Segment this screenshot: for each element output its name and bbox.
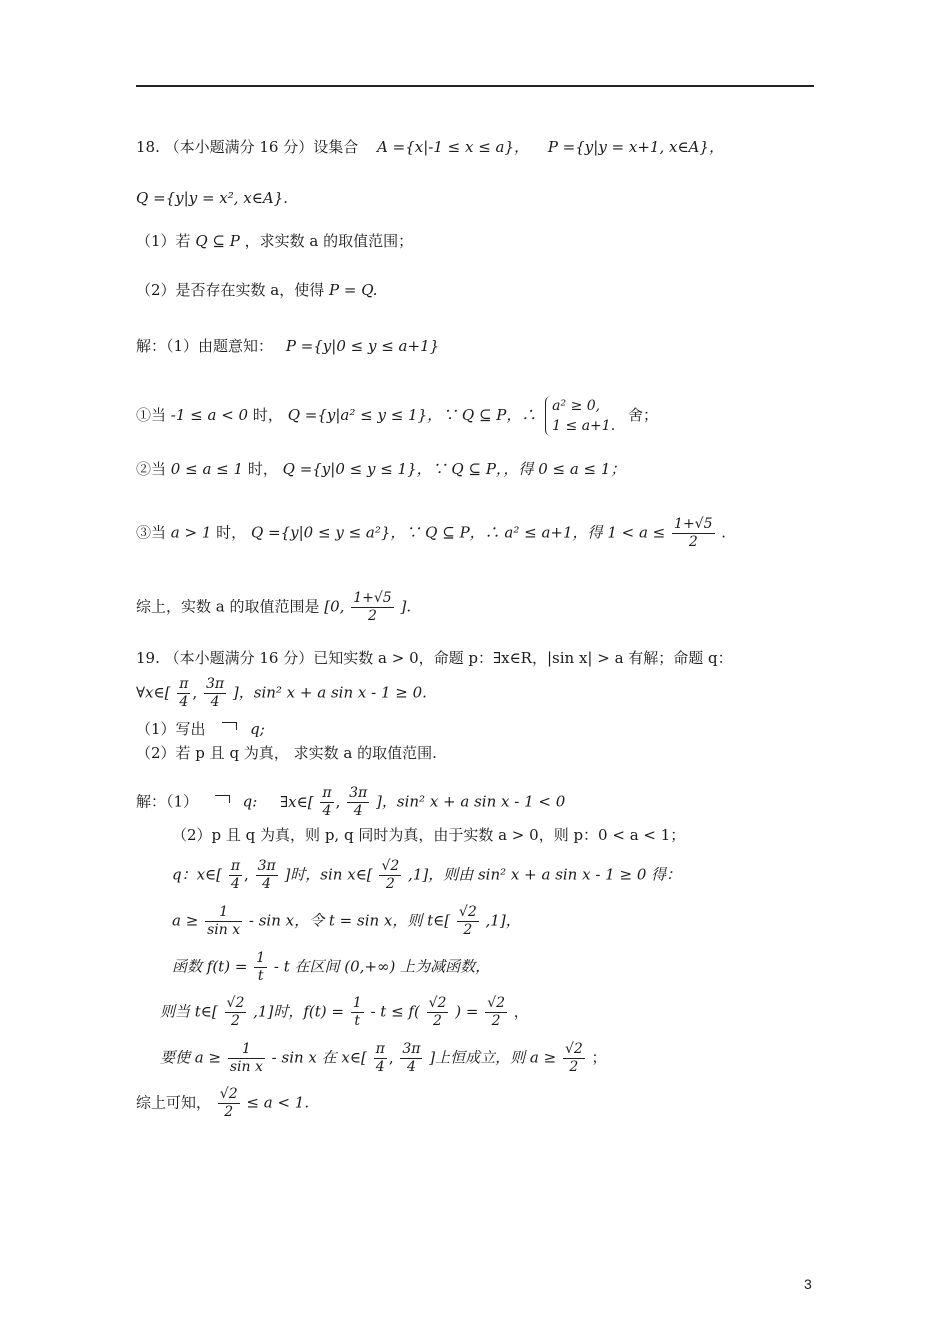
q18-part1: （1）若 Q ⊆ P ，求实数 a 的取值范围； (136, 232, 414, 250)
q19-sol6: 则当 t∈[ $\frac{√2}{2}$ ,1]时，f(t) = $\frac{1}{t}$ - t ≤ f( $\frac{√2}{2}$ ) = $\frac{√2}{2}$ ， (160, 995, 529, 1029)
q19-sol1: 解：（1） q: ∃x∈[ $\frac{\pi}{4}$ , $\frac{3\pi}{4}$ ]，sin² x + a sin x - 1 < 0 (136, 785, 566, 819)
q18-case3: ③当 a > 1 时， Q ={y|0 ≤ y ≤ a²}，∵ Q ⊆ P，∴ a² ≤ a+1，得 1 < a ≤ $\frac{1+√5}{2}$ . (136, 516, 727, 550)
q19-sol4: a ≥ $\frac{1}{\text{sin x}}$ - sin x，令 t = sin x，则 t∈[ $\frac{√2}{2}$ ,1]， (172, 904, 521, 938)
q19-sol2: （2）p 且 q 为真，则 p, q 同时为真，由于实数 a > 0，则 p：0 < a < 1； (172, 826, 686, 844)
page-number: 3 (804, 1276, 812, 1292)
q18-statement: 18. （本小题满分 16 分）设集合 A ={x|-1 ≤ x ≤ a}， P ={y|y = x+1, x∈A}， (136, 138, 724, 156)
q19-part1: （1）写出 q; (136, 720, 265, 738)
q19-sol3: q：x∈[ $\frac{\pi}{4}$ , $\frac{3\pi}{4}$ ]时，sin x∈[ $\frac{√2}{2}$ ,1]，则由 sin² x + a sin x - 1 ≥ 0 得： (172, 858, 682, 892)
q18-solution-intro: 解：（1）由题意知： P ={y|0 ≤ y ≤ a+1} (136, 337, 440, 355)
summary-fraction: $\frac{1+√5}{2}$ (353, 590, 392, 624)
q19-sol8: 综上可知， $\frac{√2}{2}$ ≤ a < 1. (136, 1086, 310, 1120)
q19-statement: 19. （本小题满分 16 分）已知实数 a > 0，命题 p：∃x∈R，|sin x| > a 有解；命题 q： (136, 649, 733, 667)
case1-system: a² ≥ 0, 1 ≤ a+1. (545, 396, 615, 436)
case3-fraction: $\frac{1+√5}{2}$ (674, 516, 713, 550)
q18-summary: 综上，实数 a 的取值范围是 [0, $\frac{1+√5}{2}$ ]. (136, 590, 412, 624)
q19-sol7: 要使 a ≥ $\frac{1}{\text{sin x}}$ - sin x 在 x∈[ $\frac{\pi}{4}$ , $\frac{3\pi}{4}$ ]上恒成立，则 a ≥ $\frac{√2}{2}$ ； (160, 1041, 607, 1075)
negation-icon (222, 722, 237, 730)
header-rule (136, 85, 814, 87)
q19-part2: （2）若 p 且 q 为真， 求实数 a 的取值范围. (136, 744, 437, 762)
q19-sol5: 函数 f(t) = $\frac{1}{t}$ - t 在区间 (0,+∞) 上为减函数， (172, 950, 491, 984)
q18-set-q: Q ={y|y = x², x∈A}. (136, 189, 288, 207)
q18-case1: ①当 -1 ≤ a < 0 时， Q ={y|a² ≤ y ≤ 1}，∵ Q ⊆ P，∴ a² ≥ 0, 1 ≤ a+1. 舍； (136, 398, 658, 434)
negation-icon (215, 795, 230, 803)
q19-forall: ∀x∈[ $\frac{\pi}{4}$ , $\frac{3\pi}{4}$ ]，sin² x + a sin x - 1 ≥ 0. (136, 676, 427, 710)
q18-part2: （2）是否存在实数 a，使得 P = Q. (136, 281, 378, 299)
q18-case2: ②当 0 ≤ a ≤ 1 时， Q ={y|0 ≤ y ≤ 1}，∵ Q ⊆ P，，得 0 ≤ a ≤ 1； (136, 460, 626, 478)
